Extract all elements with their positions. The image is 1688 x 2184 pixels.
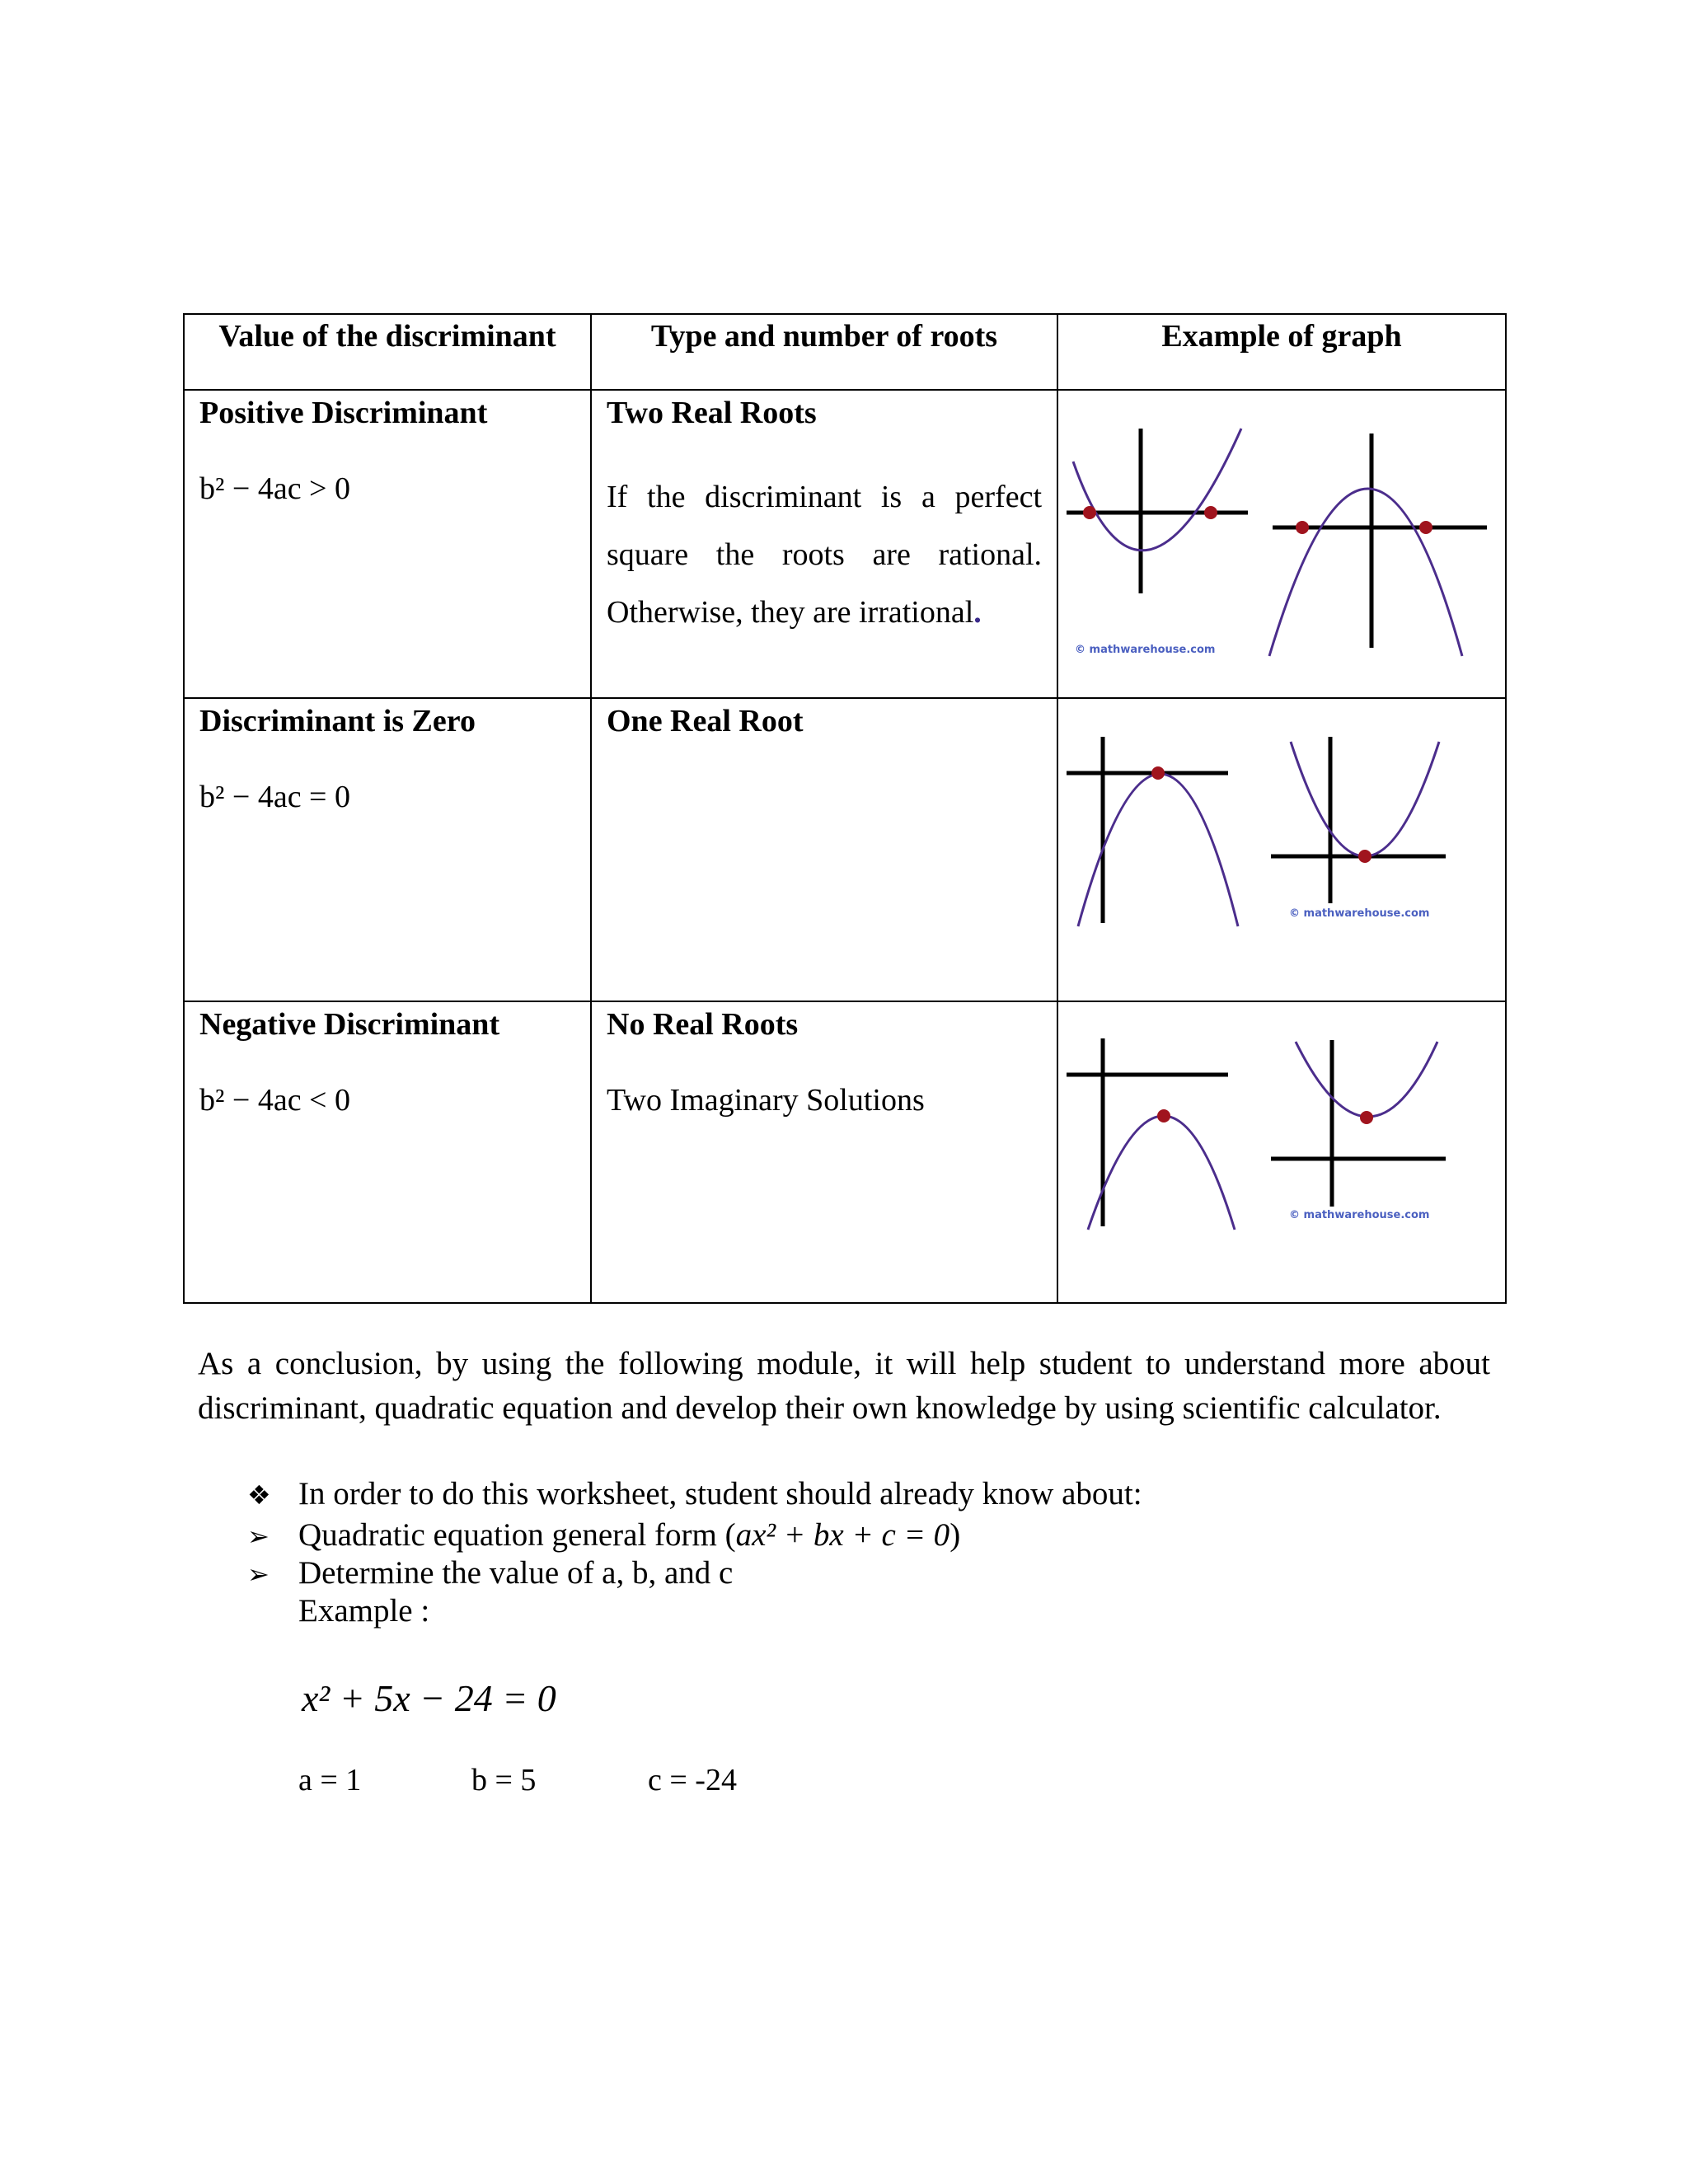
table-header-row (184, 314, 1506, 390)
arrow-bullet-icon: ➢ (247, 1521, 270, 1552)
root-point (1151, 766, 1165, 780)
root-point (1296, 521, 1309, 534)
row-formula: b² − 4ac = 0 (199, 780, 350, 814)
value-cell (184, 698, 591, 1001)
value-a: a = 1 (298, 1763, 362, 1797)
watermark: © mathwarehouse.com (1289, 907, 1430, 920)
watermark: © mathwarehouse.com (1075, 644, 1216, 656)
conclusion-paragraph: As a conclusion, by using the following module, it will help student to understand more about discriminant, quadratic equation and develop their own knowledge by using scientific calculator. (198, 1346, 1490, 1426)
roots-description: If the discriminant is a perfect square the roots are rational. Otherwise, they are irrational. (607, 480, 1042, 630)
header-type: Type and number of roots (591, 314, 1057, 390)
row-title: Positive Discriminant (199, 396, 488, 430)
value-cell (184, 1001, 591, 1303)
row-formula: b² − 4ac < 0 (199, 1083, 350, 1118)
roots-cell (591, 698, 1057, 1001)
graph-cell (1057, 390, 1506, 698)
vertex-point (1360, 1111, 1373, 1124)
example-equation: x² + 5x − 24 = 0 (302, 1677, 556, 1719)
header-value: Value of the discriminant (184, 314, 591, 390)
roots-cell (591, 1001, 1057, 1303)
general-form-equation: ax² + bx + c = 0 (735, 1517, 950, 1553)
table-row-zero (184, 698, 1506, 1001)
root-point (1083, 506, 1096, 519)
row-formula: b² − 4ac > 0 (199, 471, 350, 506)
roots-description: Two Imaginary Solutions (607, 1083, 925, 1118)
graph-cell (1057, 698, 1506, 1001)
value-cell (184, 390, 591, 698)
value-b: b = 5 (471, 1763, 537, 1797)
watermark: © mathwarehouse.com (1289, 1209, 1430, 1221)
table-row-negative (184, 1001, 1506, 1303)
table-row-positive (184, 390, 1506, 698)
two-real-roots-graph (1058, 391, 1503, 696)
root-point (1419, 521, 1432, 534)
root-point (1358, 850, 1372, 863)
root-point (1204, 506, 1217, 519)
roots-title: Two Real Roots (607, 396, 817, 430)
discriminant-table (183, 313, 1507, 1304)
one-real-root-graph (1058, 699, 1503, 999)
roots-cell (591, 390, 1057, 698)
list-item-values: ➢ Determine the value of a, b, and c (247, 1554, 733, 1593)
roots-title: One Real Root (607, 704, 804, 738)
roots-title: No Real Roots (607, 1007, 799, 1042)
value-c: c = -24 (648, 1763, 737, 1797)
arrow-bullet-icon: ➢ (247, 1558, 270, 1590)
list-item-general-form: ➢ Quadratic equation general form (ax² + bx + c = 0) (247, 1516, 960, 1555)
no-real-roots-graph (1058, 1002, 1503, 1301)
list-intro: ❖ In order to do this worksheet, student should already know about: (247, 1475, 1142, 1514)
vertex-point (1157, 1109, 1170, 1122)
row-title: Discriminant is Zero (199, 704, 476, 738)
row-title: Negative Discriminant (199, 1007, 500, 1042)
example-label: Example : (298, 1593, 430, 1629)
diamond-bullet-icon: ❖ (247, 1479, 271, 1511)
header-graph: Example of graph (1057, 314, 1506, 390)
graph-cell (1057, 1001, 1506, 1303)
